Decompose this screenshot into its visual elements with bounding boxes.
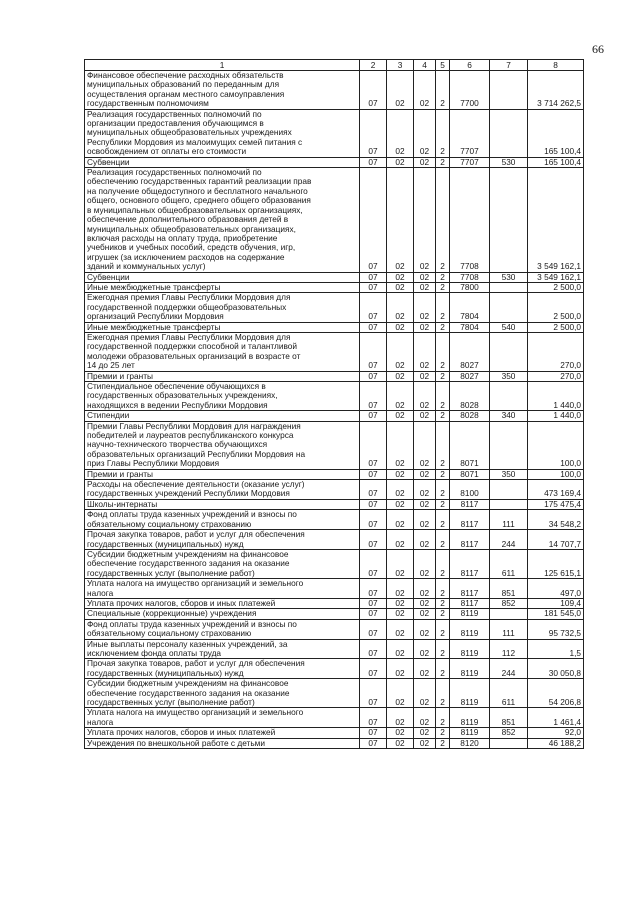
row-name-cell: Субсидии бюджетным учреждениям на финансовое обеспечение государственного задания на оказание государственных услуг (выполнение работ) bbox=[85, 679, 360, 708]
subsection-code-cell: 02 bbox=[387, 411, 414, 421]
program-code-cell: 02 bbox=[414, 371, 436, 381]
subprogram-code-cell: 2 bbox=[436, 168, 450, 272]
section-code-cell: 07 bbox=[360, 293, 387, 322]
subprogram-code-cell: 2 bbox=[436, 469, 450, 479]
subprogram-code-cell: 2 bbox=[436, 549, 450, 578]
amount-cell: 92,0 bbox=[528, 728, 584, 738]
subsection-code-cell: 02 bbox=[387, 639, 414, 659]
table-body bbox=[85, 71, 584, 749]
subsection-code-cell: 02 bbox=[387, 71, 414, 110]
table-row bbox=[85, 639, 584, 659]
table-row bbox=[85, 609, 584, 619]
subsection-code-cell: 02 bbox=[387, 738, 414, 748]
table-row bbox=[85, 382, 584, 411]
row-name-cell: Субвенции bbox=[85, 272, 360, 282]
program-code-cell: 02 bbox=[414, 659, 436, 679]
column-header-2: 2 bbox=[360, 60, 387, 71]
table-row bbox=[85, 619, 584, 639]
subsection-code-cell: 02 bbox=[387, 598, 414, 608]
row-name-cell: Реализация государственных полномочий по обеспечению государственных гарантий реализации прав на получение общедоступного и бесплатного начального общего, основного общего, среднего общего образования в муниципальных общеобразовательных организациях, обеспечение дополнительного образования детей в муниципальных общеобразовательных организациях, включая расходы на оплату труда, приобретение учебников и учебных пособий, средств обучения, игр, игрушек (за исключением расходов на содержание зданий и коммунальных услуг) bbox=[85, 168, 360, 272]
amount-cell: 95 732,5 bbox=[528, 619, 584, 639]
amount-cell: 3 714 262,5 bbox=[528, 71, 584, 110]
subsection-code-cell: 02 bbox=[387, 382, 414, 411]
program-code-cell: 02 bbox=[414, 168, 436, 272]
target-code-cell: 8119 bbox=[450, 728, 490, 738]
program-code-cell: 02 bbox=[414, 579, 436, 599]
subsection-code-cell: 02 bbox=[387, 480, 414, 500]
amount-cell: 1 461,4 bbox=[528, 708, 584, 728]
amount-cell: 109,4 bbox=[528, 598, 584, 608]
target-code-cell: 8119 bbox=[450, 619, 490, 639]
table-row bbox=[85, 272, 584, 282]
subprogram-code-cell: 2 bbox=[436, 659, 450, 679]
section-code-cell: 07 bbox=[360, 549, 387, 578]
section-code-cell: 07 bbox=[360, 272, 387, 282]
amount-cell: 14 707,7 bbox=[528, 530, 584, 550]
table-row bbox=[85, 293, 584, 322]
target-code-cell: 8027 bbox=[450, 371, 490, 381]
target-code-cell: 8117 bbox=[450, 579, 490, 599]
table-row bbox=[85, 510, 584, 530]
amount-cell: 34 548,2 bbox=[528, 510, 584, 530]
row-name-cell: Премии и гранты bbox=[85, 469, 360, 479]
target-code-cell: 7804 bbox=[450, 322, 490, 332]
row-name-cell: Учреждения по внешкольной работе с детьми bbox=[85, 738, 360, 748]
subprogram-code-cell: 2 bbox=[436, 480, 450, 500]
row-name-cell: Фонд оплаты труда казенных учреждений и взносы по обязательному социальному страхованию bbox=[85, 619, 360, 639]
expense-type-cell: 851 bbox=[490, 708, 528, 728]
table-row bbox=[85, 499, 584, 509]
row-name-cell: Иные межбюджетные трансферты bbox=[85, 322, 360, 332]
program-code-cell: 02 bbox=[414, 157, 436, 167]
amount-cell: 125 615,1 bbox=[528, 549, 584, 578]
section-code-cell: 07 bbox=[360, 421, 387, 469]
expense-type-cell: 611 bbox=[490, 679, 528, 708]
row-name-cell: Премии Главы Республики Мордовия для награждения победителей и лауреатов республиканского конкурса научно-технического творчества обучающихся образовательных организаций Республики Мордовия на приз Главы Республики Мордовия bbox=[85, 421, 360, 469]
row-name-cell: Ежегодная премия Главы Республики Мордовия для государственной поддержки общеобразовательных организаций Республики Мордовия bbox=[85, 293, 360, 322]
row-name-cell: Премии и гранты bbox=[85, 371, 360, 381]
row-name-cell: Расходы на обеспечение деятельности (оказание услуг) государственных учреждений Республики Мордовия bbox=[85, 480, 360, 500]
subprogram-code-cell: 2 bbox=[436, 272, 450, 282]
target-code-cell: 8119 bbox=[450, 659, 490, 679]
amount-cell: 3 549 162,1 bbox=[528, 272, 584, 282]
table-row bbox=[85, 738, 584, 748]
row-name-cell: Ежегодная премия Главы Республики Мордовия для государственной поддержки способной и талантливой молодежи образовательных организаций в возрасте от 14 до 25 лет bbox=[85, 332, 360, 371]
subsection-code-cell: 02 bbox=[387, 510, 414, 530]
table-row bbox=[85, 371, 584, 381]
row-name-cell: Стипендиальное обеспечение обучающихся в государственных образовательных учреждениях, находящихся в ведении Республики Мордовия bbox=[85, 382, 360, 411]
expense-type-cell bbox=[490, 738, 528, 748]
target-code-cell: 8119 bbox=[450, 708, 490, 728]
amount-cell: 2 500,0 bbox=[528, 322, 584, 332]
subprogram-code-cell: 2 bbox=[436, 293, 450, 322]
section-code-cell: 07 bbox=[360, 579, 387, 599]
row-name-cell: Реализация государственных полномочий по организации предоставления обучающимся в муниципальных общеобразовательных учреждениях Республики Мордовия из малоимущих семей питания с освобождением от оплаты его стоимости bbox=[85, 109, 360, 157]
subsection-code-cell: 02 bbox=[387, 530, 414, 550]
section-code-cell: 07 bbox=[360, 480, 387, 500]
amount-cell: 473 169,4 bbox=[528, 480, 584, 500]
section-code-cell: 07 bbox=[360, 530, 387, 550]
subsection-code-cell: 02 bbox=[387, 499, 414, 509]
program-code-cell: 02 bbox=[414, 293, 436, 322]
column-header-6: 6 bbox=[450, 60, 490, 71]
row-name-cell: Субсидии бюджетным учреждениям на финансовое обеспечение государственного задания на оказание государственных услуг (выполнение работ) bbox=[85, 549, 360, 578]
target-code-cell: 7708 bbox=[450, 168, 490, 272]
target-code-cell: 7804 bbox=[450, 293, 490, 322]
expense-type-cell: 530 bbox=[490, 157, 528, 167]
program-code-cell: 02 bbox=[414, 728, 436, 738]
section-code-cell: 07 bbox=[360, 371, 387, 381]
program-code-cell: 02 bbox=[414, 322, 436, 332]
amount-cell: 165 100,4 bbox=[528, 157, 584, 167]
subprogram-code-cell: 2 bbox=[436, 371, 450, 381]
program-code-cell: 02 bbox=[414, 272, 436, 282]
target-code-cell: 8117 bbox=[450, 510, 490, 530]
expense-type-cell bbox=[490, 282, 528, 292]
amount-cell: 100,0 bbox=[528, 469, 584, 479]
subsection-code-cell: 02 bbox=[387, 679, 414, 708]
table-row bbox=[85, 480, 584, 500]
expense-type-cell bbox=[490, 332, 528, 371]
subprogram-code-cell: 2 bbox=[436, 411, 450, 421]
expense-type-cell bbox=[490, 382, 528, 411]
subsection-code-cell: 02 bbox=[387, 168, 414, 272]
program-code-cell: 02 bbox=[414, 738, 436, 748]
section-code-cell: 07 bbox=[360, 109, 387, 157]
subsection-code-cell: 02 bbox=[387, 272, 414, 282]
expense-type-cell bbox=[490, 168, 528, 272]
target-code-cell: 8071 bbox=[450, 469, 490, 479]
row-name-cell: Фонд оплаты труда казенных учреждений и взносы по обязательному социальному страхованию bbox=[85, 510, 360, 530]
target-code-cell: 8120 bbox=[450, 738, 490, 748]
section-code-cell: 07 bbox=[360, 679, 387, 708]
target-code-cell: 8117 bbox=[450, 499, 490, 509]
subprogram-code-cell: 2 bbox=[436, 639, 450, 659]
amount-cell: 175 475,4 bbox=[528, 499, 584, 509]
expense-type-cell: 350 bbox=[490, 469, 528, 479]
section-code-cell: 07 bbox=[360, 499, 387, 509]
expense-type-cell: 111 bbox=[490, 619, 528, 639]
program-code-cell: 02 bbox=[414, 71, 436, 110]
table-row bbox=[85, 109, 584, 157]
table-row bbox=[85, 598, 584, 608]
expense-type-cell bbox=[490, 109, 528, 157]
row-name-cell: Уплата прочих налогов, сборов и иных платежей bbox=[85, 728, 360, 738]
section-code-cell: 07 bbox=[360, 71, 387, 110]
row-name-cell: Уплата налога на имущество организаций и земельного налога bbox=[85, 708, 360, 728]
section-code-cell: 07 bbox=[360, 609, 387, 619]
section-code-cell: 07 bbox=[360, 411, 387, 421]
table-row bbox=[85, 530, 584, 550]
amount-cell: 46 188,2 bbox=[528, 738, 584, 748]
subprogram-code-cell: 2 bbox=[436, 708, 450, 728]
expense-type-cell: 852 bbox=[490, 728, 528, 738]
subprogram-code-cell: 2 bbox=[436, 510, 450, 530]
amount-cell: 2 500,0 bbox=[528, 282, 584, 292]
subprogram-code-cell: 2 bbox=[436, 530, 450, 550]
expense-type-cell: 350 bbox=[490, 371, 528, 381]
subsection-code-cell: 02 bbox=[387, 157, 414, 167]
expense-type-cell bbox=[490, 480, 528, 500]
subprogram-code-cell: 2 bbox=[436, 332, 450, 371]
column-header-7: 7 bbox=[490, 60, 528, 71]
subprogram-code-cell: 2 bbox=[436, 598, 450, 608]
program-code-cell: 02 bbox=[414, 619, 436, 639]
column-header-1: 1 bbox=[85, 60, 360, 71]
table-row bbox=[85, 282, 584, 292]
section-code-cell: 07 bbox=[360, 322, 387, 332]
program-code-cell: 02 bbox=[414, 510, 436, 530]
table-row bbox=[85, 322, 584, 332]
section-code-cell: 07 bbox=[360, 282, 387, 292]
row-name-cell: Уплата налога на имущество организаций и земельного налога bbox=[85, 579, 360, 599]
section-code-cell: 07 bbox=[360, 469, 387, 479]
amount-cell: 2 500,0 bbox=[528, 293, 584, 322]
subprogram-code-cell: 2 bbox=[436, 728, 450, 738]
expense-type-cell bbox=[490, 421, 528, 469]
program-code-cell: 02 bbox=[414, 411, 436, 421]
amount-cell: 270,0 bbox=[528, 371, 584, 381]
program-code-cell: 02 bbox=[414, 609, 436, 619]
section-code-cell: 07 bbox=[360, 510, 387, 530]
target-code-cell: 8117 bbox=[450, 598, 490, 608]
table-row bbox=[85, 168, 584, 272]
subsection-code-cell: 02 bbox=[387, 322, 414, 332]
section-code-cell: 07 bbox=[360, 382, 387, 411]
column-header-8: 8 bbox=[528, 60, 584, 71]
program-code-cell: 02 bbox=[414, 499, 436, 509]
table-row bbox=[85, 332, 584, 371]
section-code-cell: 07 bbox=[360, 738, 387, 748]
subprogram-code-cell: 2 bbox=[436, 382, 450, 411]
amount-cell: 3 549 162,1 bbox=[528, 168, 584, 272]
row-name-cell: Школы-интернаты bbox=[85, 499, 360, 509]
target-code-cell: 7708 bbox=[450, 272, 490, 282]
row-name-cell: Прочая закупка товаров, работ и услуг для обеспечения государственных (муниципальных) нужд bbox=[85, 659, 360, 679]
column-header-5: 5 bbox=[436, 60, 450, 71]
program-code-cell: 02 bbox=[414, 332, 436, 371]
expense-type-cell: 244 bbox=[490, 659, 528, 679]
target-code-cell: 8100 bbox=[450, 480, 490, 500]
program-code-cell: 02 bbox=[414, 530, 436, 550]
section-code-cell: 07 bbox=[360, 728, 387, 738]
table-row bbox=[85, 71, 584, 110]
target-code-cell: 7700 bbox=[450, 71, 490, 110]
section-code-cell: 07 bbox=[360, 639, 387, 659]
expense-type-cell bbox=[490, 71, 528, 110]
row-name-cell: Иные выплаты персоналу казенных учреждений, за исключением фонда оплаты труда bbox=[85, 639, 360, 659]
subprogram-code-cell: 2 bbox=[436, 109, 450, 157]
amount-cell: 270,0 bbox=[528, 332, 584, 371]
subsection-code-cell: 02 bbox=[387, 659, 414, 679]
expense-type-cell bbox=[490, 499, 528, 509]
amount-cell: 100,0 bbox=[528, 421, 584, 469]
target-code-cell: 8071 bbox=[450, 421, 490, 469]
subprogram-code-cell: 2 bbox=[436, 322, 450, 332]
program-code-cell: 02 bbox=[414, 282, 436, 292]
subsection-code-cell: 02 bbox=[387, 332, 414, 371]
column-header-3: 3 bbox=[387, 60, 414, 71]
subprogram-code-cell: 2 bbox=[436, 71, 450, 110]
subprogram-code-cell: 2 bbox=[436, 738, 450, 748]
row-name-cell: Специальные (коррекционные) учреждения bbox=[85, 609, 360, 619]
target-code-cell: 8117 bbox=[450, 530, 490, 550]
section-code-cell: 07 bbox=[360, 598, 387, 608]
row-name-cell: Уплата прочих налогов, сборов и иных платежей bbox=[85, 598, 360, 608]
table-row bbox=[85, 728, 584, 738]
row-name-cell: Прочая закупка товаров, работ и услуг для обеспечения государственных (муниципальных) нужд bbox=[85, 530, 360, 550]
section-code-cell: 07 bbox=[360, 659, 387, 679]
expense-type-cell bbox=[490, 293, 528, 322]
subprogram-code-cell: 2 bbox=[436, 679, 450, 708]
table-row bbox=[85, 579, 584, 599]
program-code-cell: 02 bbox=[414, 639, 436, 659]
amount-cell: 30 050,8 bbox=[528, 659, 584, 679]
subsection-code-cell: 02 bbox=[387, 109, 414, 157]
subsection-code-cell: 02 bbox=[387, 609, 414, 619]
expense-type-cell: 111 bbox=[490, 510, 528, 530]
table-row bbox=[85, 157, 584, 167]
table-row bbox=[85, 549, 584, 578]
subsection-code-cell: 02 bbox=[387, 619, 414, 639]
section-code-cell: 07 bbox=[360, 168, 387, 272]
table-row bbox=[85, 679, 584, 708]
subprogram-code-cell: 2 bbox=[436, 619, 450, 639]
target-code-cell: 8117 bbox=[450, 549, 490, 578]
amount-cell: 54 206,8 bbox=[528, 679, 584, 708]
expense-type-cell: 852 bbox=[490, 598, 528, 608]
table-row bbox=[85, 411, 584, 421]
expense-type-cell: 340 bbox=[490, 411, 528, 421]
table-row bbox=[85, 659, 584, 679]
column-header-4: 4 bbox=[414, 60, 436, 71]
target-code-cell: 8028 bbox=[450, 411, 490, 421]
amount-cell: 1 440,0 bbox=[528, 411, 584, 421]
program-code-cell: 02 bbox=[414, 109, 436, 157]
section-code-cell: 07 bbox=[360, 332, 387, 371]
program-code-cell: 02 bbox=[414, 382, 436, 411]
amount-cell: 1,5 bbox=[528, 639, 584, 659]
program-code-cell: 02 bbox=[414, 598, 436, 608]
amount-cell: 497,0 bbox=[528, 579, 584, 599]
expense-type-cell: 244 bbox=[490, 530, 528, 550]
expense-type-cell: 530 bbox=[490, 272, 528, 282]
amount-cell: 1 440,0 bbox=[528, 382, 584, 411]
target-code-cell: 8119 bbox=[450, 639, 490, 659]
amount-cell: 165 100,4 bbox=[528, 109, 584, 157]
subsection-code-cell: 02 bbox=[387, 469, 414, 479]
subprogram-code-cell: 2 bbox=[436, 421, 450, 469]
expense-type-cell bbox=[490, 609, 528, 619]
program-code-cell: 02 bbox=[414, 708, 436, 728]
target-code-cell: 7707 bbox=[450, 157, 490, 167]
expense-type-cell: 851 bbox=[490, 579, 528, 599]
table-row bbox=[85, 708, 584, 728]
subsection-code-cell: 02 bbox=[387, 371, 414, 381]
subsection-code-cell: 02 bbox=[387, 293, 414, 322]
target-code-cell: 8028 bbox=[450, 382, 490, 411]
row-name-cell: Стипендии bbox=[85, 411, 360, 421]
program-code-cell: 02 bbox=[414, 480, 436, 500]
amount-cell: 181 545,0 bbox=[528, 609, 584, 619]
program-code-cell: 02 bbox=[414, 549, 436, 578]
section-code-cell: 07 bbox=[360, 157, 387, 167]
subprogram-code-cell: 2 bbox=[436, 609, 450, 619]
table-row bbox=[85, 469, 584, 479]
table-row bbox=[85, 421, 584, 469]
target-code-cell: 8119 bbox=[450, 609, 490, 619]
target-code-cell: 7707 bbox=[450, 109, 490, 157]
subsection-code-cell: 02 bbox=[387, 708, 414, 728]
target-code-cell: 7800 bbox=[450, 282, 490, 292]
target-code-cell: 8119 bbox=[450, 679, 490, 708]
program-code-cell: 02 bbox=[414, 469, 436, 479]
expense-type-cell: 540 bbox=[490, 322, 528, 332]
target-code-cell: 8027 bbox=[450, 332, 490, 371]
subsection-code-cell: 02 bbox=[387, 282, 414, 292]
subsection-code-cell: 02 bbox=[387, 579, 414, 599]
expense-type-cell: 611 bbox=[490, 549, 528, 578]
program-code-cell: 02 bbox=[414, 421, 436, 469]
expense-type-cell: 112 bbox=[490, 639, 528, 659]
subprogram-code-cell: 2 bbox=[436, 579, 450, 599]
subprogram-code-cell: 2 bbox=[436, 157, 450, 167]
row-name-cell: Финансовое обеспечение расходных обязательств муниципальных образований по переданным для осуществления органам местного самоуправления государственным полномочиям bbox=[85, 71, 360, 110]
section-code-cell: 07 bbox=[360, 708, 387, 728]
subprogram-code-cell: 2 bbox=[436, 282, 450, 292]
subsection-code-cell: 02 bbox=[387, 728, 414, 738]
row-name-cell: Иные межбюджетные трансферты bbox=[85, 282, 360, 292]
budget-table bbox=[84, 59, 584, 749]
subprogram-code-cell: 2 bbox=[436, 499, 450, 509]
subsection-code-cell: 02 bbox=[387, 549, 414, 578]
table-header-row bbox=[85, 60, 584, 71]
section-code-cell: 07 bbox=[360, 619, 387, 639]
page-number: 66 bbox=[592, 42, 604, 56]
subsection-code-cell: 02 bbox=[387, 421, 414, 469]
row-name-cell: Субвенции bbox=[85, 157, 360, 167]
program-code-cell: 02 bbox=[414, 679, 436, 708]
